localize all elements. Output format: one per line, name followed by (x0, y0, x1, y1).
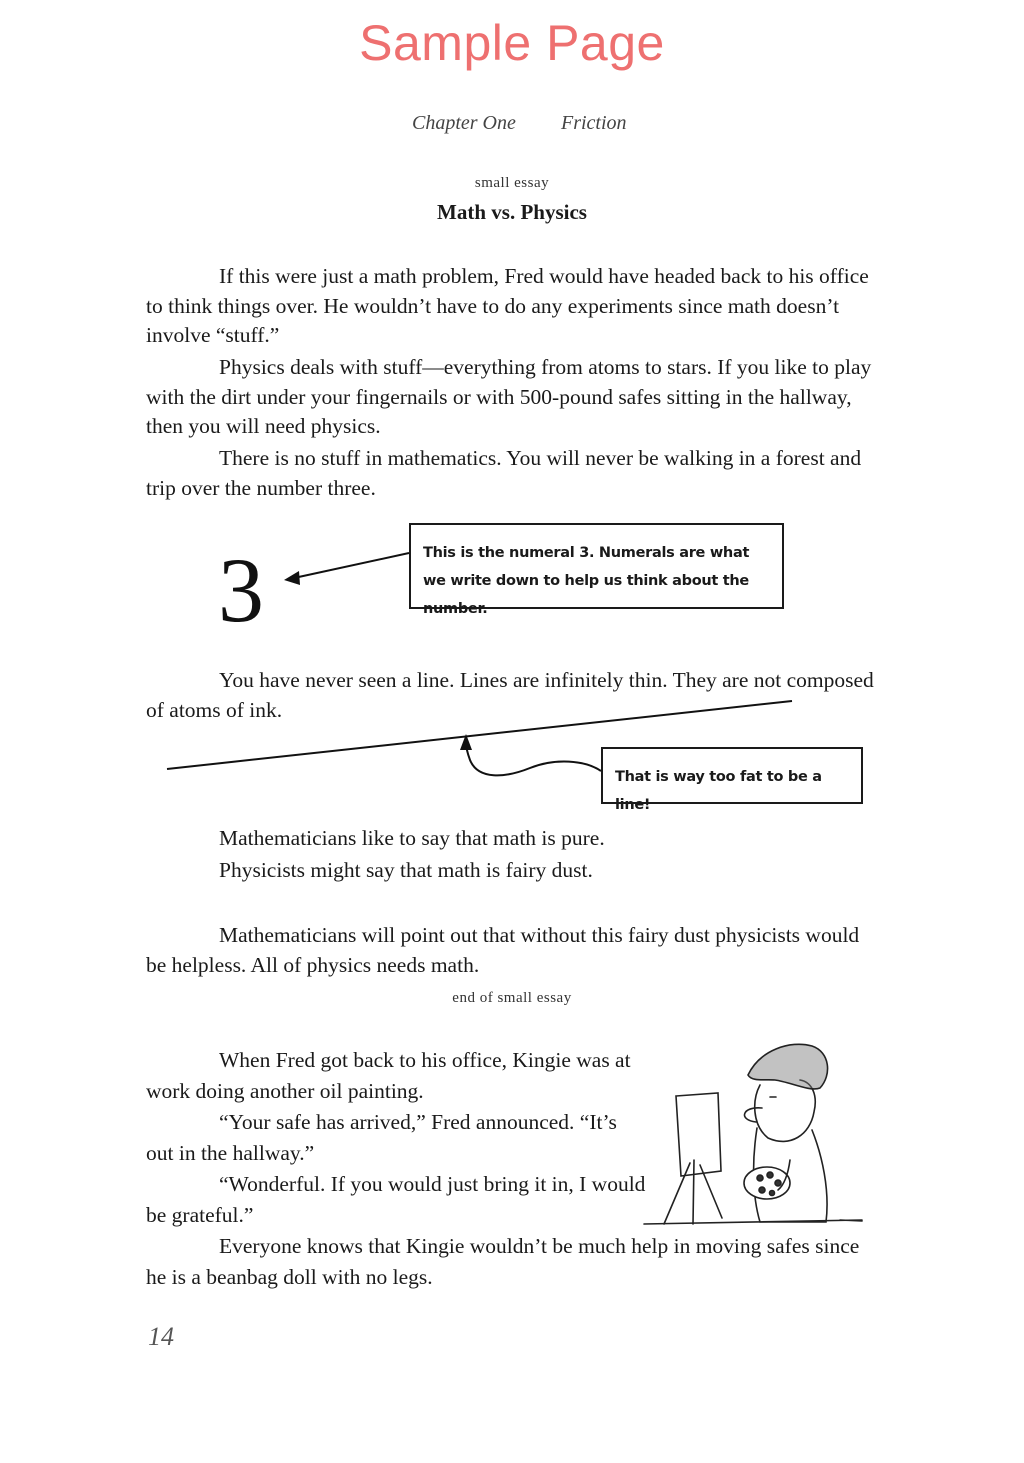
story-paragraph: “Your safe has arrived,” Fred announced. “It’s out in the hallway.” (146, 1110, 617, 1165)
line-arrow (460, 734, 601, 775)
kingie-painting-illustration (644, 1044, 862, 1224)
page-number: 14 (148, 1322, 174, 1351)
story-last-text: Everyone knows that Kingie wouldn’t be much help in moving safes since he is a beanbag doll with no legs. (146, 1234, 860, 1289)
essay-closing-paragraph: Mathematicians will point out that without this fairy dust physicists would be helpless. All of physics needs math. (146, 923, 860, 977)
essay-paragraph: If this were just a math problem, Fred would have headed back to his office to think things over. He wouldn’t have to do any experiments since math doesn’t involve “stuff.” (146, 264, 869, 347)
essay-paragraph: Physics deals with stuff—everything from atoms to stars. If you like to play with the dirt under your fingernails or with 500-pound safes sitting in the hallway, then you will need physics. (146, 355, 872, 438)
line-paragraph: You have never seen a line. Lines are infinitely thin. They are not composed of atoms of ink. (146, 668, 874, 722)
chapter-label: Chapter One (412, 112, 516, 134)
essay-title: Math vs. Physics (437, 200, 587, 224)
story-paragraph: When Fred got back to his office, Kingie was at work doing another oil painting. (146, 1048, 631, 1103)
pure-line-2: Physicists might say that math is fairy dust. (219, 858, 593, 882)
essay-end-label: end of small essay (452, 990, 572, 1006)
numeral-arrow (284, 553, 409, 585)
essay-paragraph: There is no stuff in mathematics. You will never be walking in a forest and trip over the number three. (146, 446, 862, 500)
pure-line-1: Mathematicians like to say that math is pure. (219, 826, 605, 850)
drawn-line (167, 701, 792, 769)
story-last-paragraph (146, 1231, 866, 1293)
line-callout-box: That is way too fat to be a line! (601, 747, 863, 804)
numeral-three: 3 (218, 539, 264, 641)
story-paragraph: “Wonderful. If you would just bring it in, I would be grateful.” (146, 1172, 646, 1227)
numeral-callout-box: This is the numeral 3. Numerals are what we write down to help us think about the number. (409, 523, 784, 609)
chapter-title: Friction (561, 112, 627, 134)
watermark-text: Sample Page (359, 15, 665, 71)
essay-start-label: small essay (474, 175, 550, 191)
